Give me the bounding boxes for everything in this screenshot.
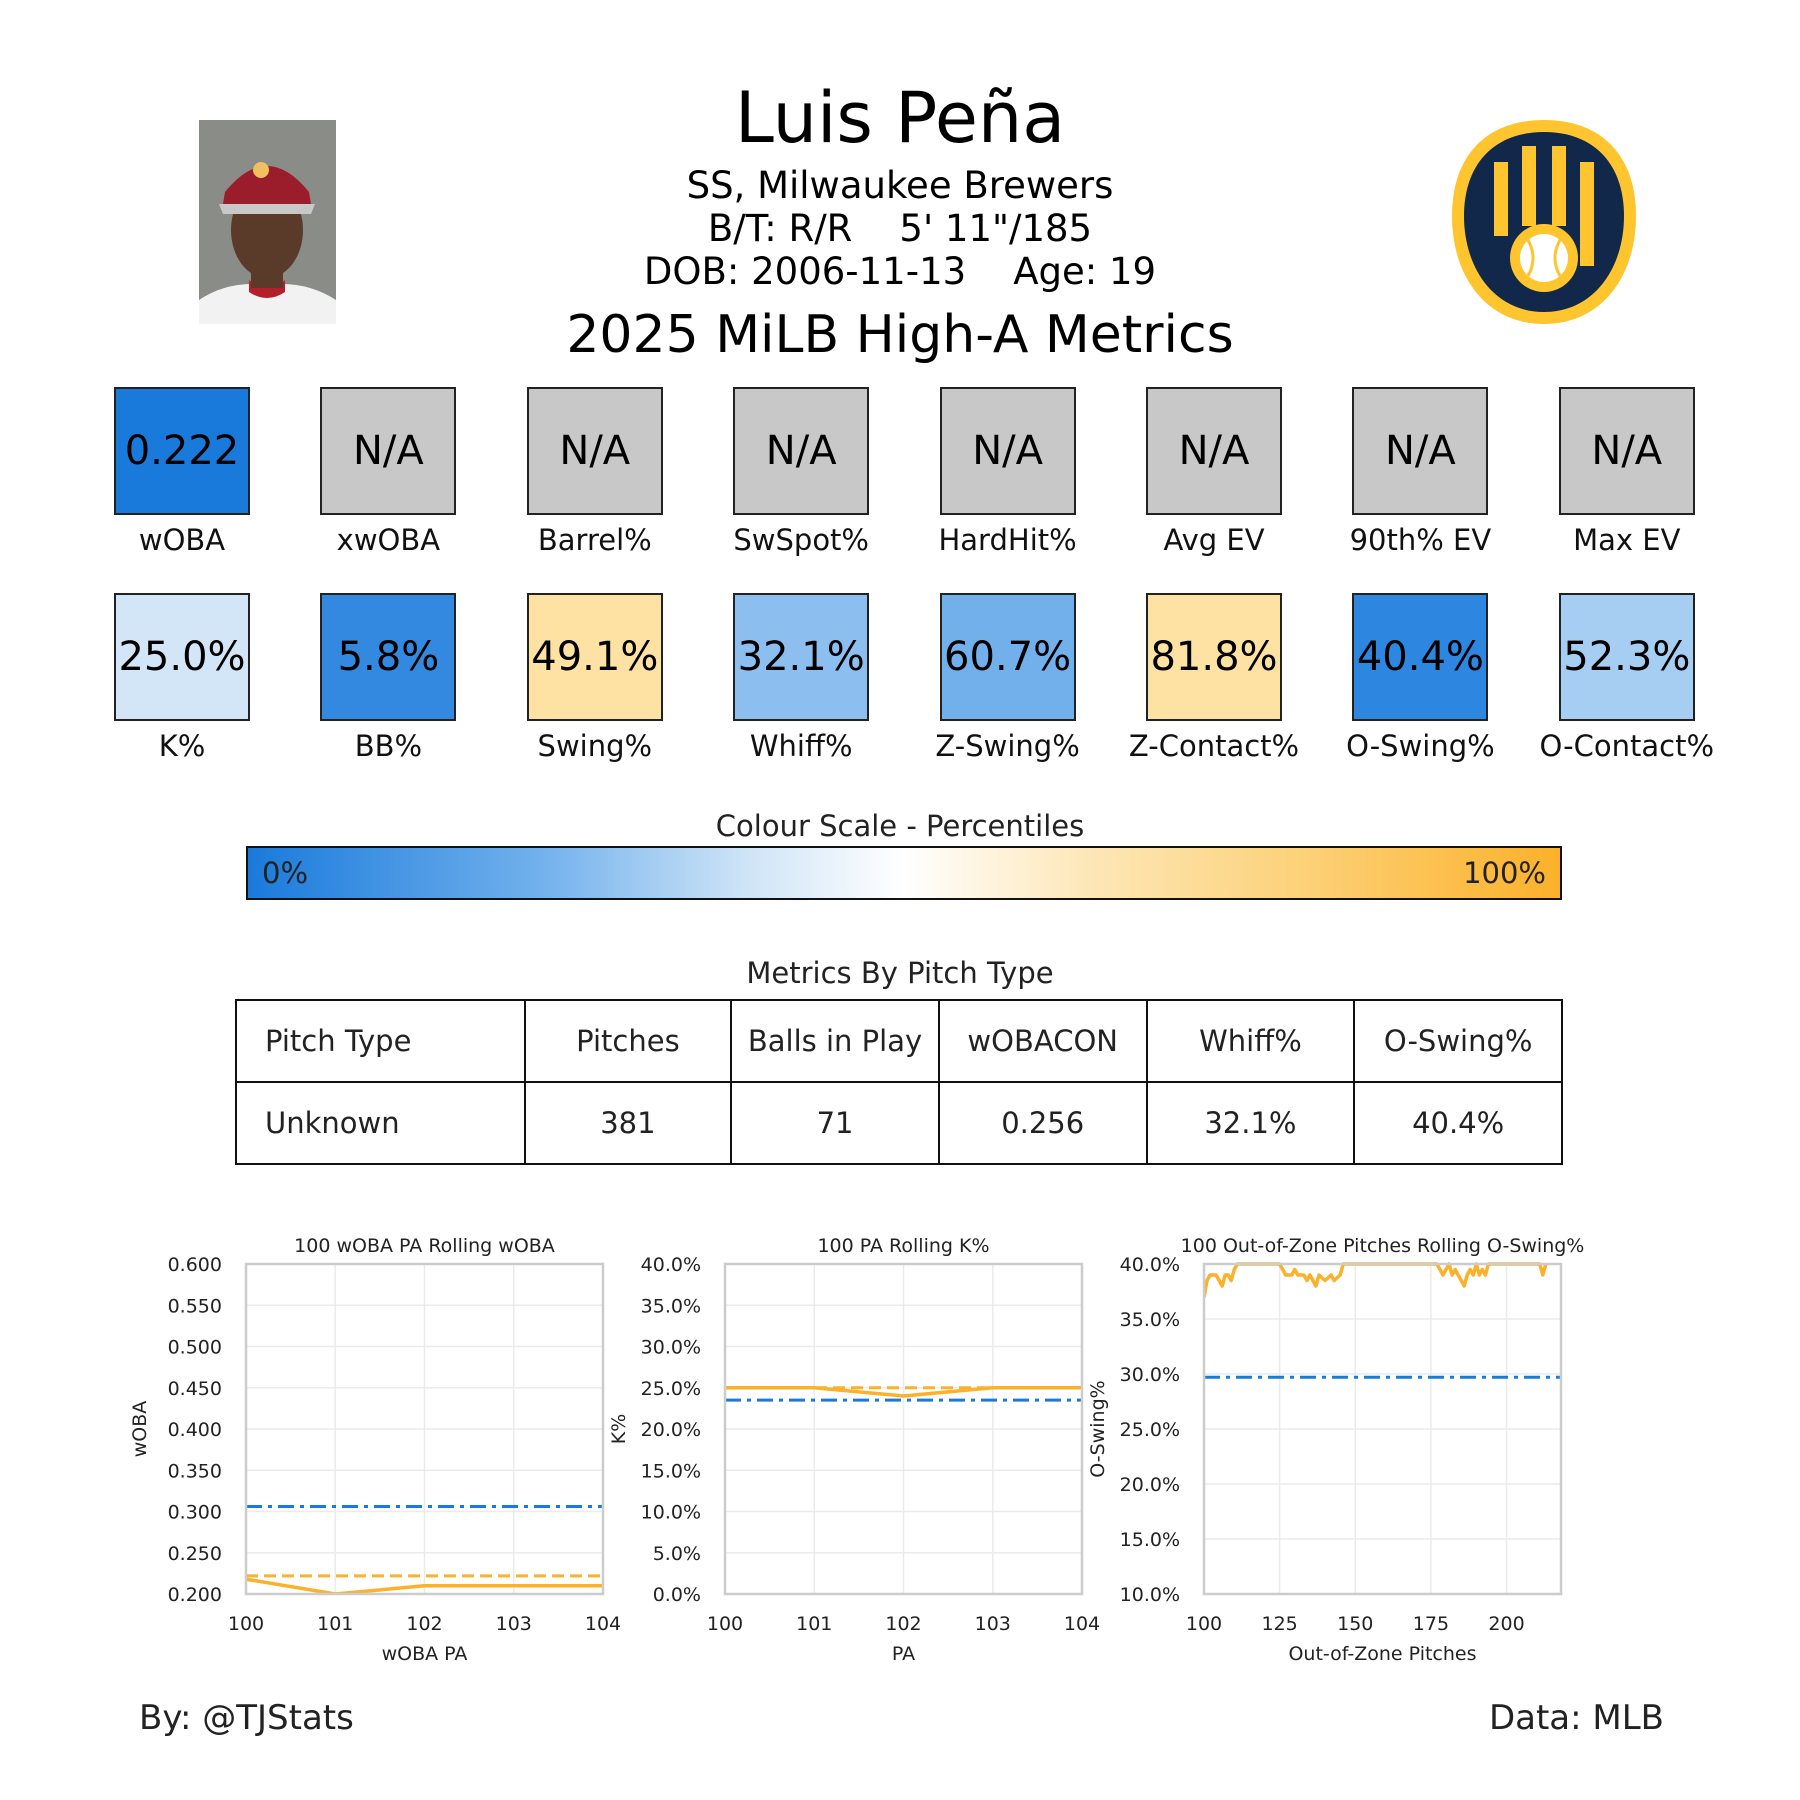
rolling-chart-2: [608, 1235, 1100, 1665]
metric-label: wOBA: [138, 523, 226, 557]
metric-value: N/A: [353, 428, 424, 474]
metric-value: 40.4%: [1356, 634, 1484, 680]
metric-value: 81.8%: [1150, 634, 1278, 680]
metric-value: 5.8%: [337, 634, 440, 680]
metric-value: 60.7%: [944, 634, 1072, 680]
y-tick-label: 0.0%: [652, 1584, 701, 1606]
x-tick-label: 100: [706, 1613, 744, 1635]
x-tick-label: 103: [495, 1613, 532, 1635]
footer-credit: By: @TJStats: [139, 1698, 354, 1738]
y-tick-label: 0.450: [167, 1377, 222, 1400]
y-tick-label: 30.0%: [1119, 1364, 1180, 1386]
metric-label: Barrel%: [537, 523, 652, 557]
metric-value: N/A: [559, 428, 631, 474]
y-tick-label: 15.0%: [1119, 1529, 1180, 1551]
y-tick-label: 35.0%: [640, 1295, 701, 1318]
metric-value: 25.0%: [118, 634, 246, 680]
y-tick-label: 20.0%: [640, 1419, 701, 1441]
metric-value: 52.3%: [1563, 634, 1691, 680]
x-tick-label: 102: [406, 1613, 443, 1635]
y-axis-label: O-Swing%: [1087, 1380, 1109, 1478]
x-tick-label: 102: [885, 1613, 922, 1635]
y-tick-label: 0.250: [167, 1542, 222, 1565]
player-name: Luis Peña: [734, 77, 1066, 159]
table-header-cell: Balls in Play: [731, 1000, 939, 1082]
metric-label: xwOBA: [336, 523, 441, 557]
x-tick-label: 101: [317, 1613, 354, 1635]
y-tick-label: 25.0%: [640, 1377, 701, 1400]
colour-scale-title: Colour Scale - Percentiles: [715, 809, 1085, 843]
y-tick-label: 0.400: [167, 1419, 222, 1441]
x-tick-label: 100: [1185, 1613, 1223, 1635]
metric-label: Avg EV: [1163, 523, 1265, 557]
metric-value: 0.222: [124, 428, 240, 474]
rolling-chart-1: [129, 1235, 621, 1665]
table-cell: Unknown: [236, 1082, 525, 1164]
metric-value: 32.1%: [737, 634, 865, 680]
chart-title: 100 wOBA PA Rolling wOBA: [294, 1235, 555, 1257]
table-cell: 0.256: [939, 1082, 1147, 1164]
y-tick-label: 40.0%: [1119, 1254, 1180, 1276]
metric-value: N/A: [972, 428, 1043, 474]
y-tick-label: 0.300: [167, 1501, 222, 1524]
y-axis-label: wOBA: [129, 1400, 151, 1458]
x-tick-label: 125: [1261, 1613, 1298, 1635]
x-axis-label: Out-of-Zone Pitches: [1288, 1643, 1477, 1665]
colour-scale-min-label: 0%: [262, 856, 309, 890]
y-tick-label: 0.500: [167, 1336, 222, 1359]
y-tick-label: 30.0%: [640, 1336, 701, 1359]
y-tick-label: 40.0%: [640, 1254, 701, 1276]
metric-label: Z-Contact%: [1128, 729, 1300, 763]
table-cell: 71: [731, 1082, 939, 1164]
x-tick-label: 104: [1063, 1613, 1101, 1635]
y-tick-label: 0.350: [167, 1460, 222, 1483]
metric-label: Z-Swing%: [935, 729, 1080, 763]
x-tick-label: 101: [796, 1613, 833, 1635]
table-cell: 32.1%: [1147, 1082, 1355, 1164]
pitch-table-title: Metrics By Pitch Type: [746, 956, 1054, 990]
y-tick-label: 35.0%: [1119, 1309, 1180, 1331]
x-tick-label: 200: [1488, 1613, 1525, 1635]
metric-label: SwSpot%: [733, 523, 869, 557]
metric-label: 90th% EV: [1349, 523, 1492, 557]
metric-value: N/A: [1385, 428, 1456, 474]
rolling-chart-3: [1087, 1235, 1584, 1665]
metric-label: Max EV: [1573, 523, 1681, 557]
y-tick-label: 10.0%: [1119, 1584, 1180, 1606]
y-tick-label: 20.0%: [1119, 1474, 1180, 1496]
rolling-series-line: [1204, 1264, 1546, 1297]
metric-label: K%: [158, 729, 206, 763]
y-tick-label: 5.0%: [652, 1542, 701, 1565]
metric-value: N/A: [1178, 428, 1250, 474]
metric-value: 49.1%: [531, 634, 659, 680]
metric-value: N/A: [765, 428, 837, 474]
metric-label: O-Swing%: [1346, 729, 1495, 763]
x-tick-label: 100: [227, 1613, 265, 1635]
table-header-cell: wOBACON: [939, 1000, 1147, 1082]
table-cell: 40.4%: [1354, 1082, 1562, 1164]
table-header-cell: O-Swing%: [1354, 1000, 1562, 1082]
metric-label: HardHit%: [938, 523, 1077, 557]
metric-label: Whiff%: [749, 729, 853, 763]
x-axis-label: wOBA PA: [381, 1643, 468, 1665]
metric-label: Swing%: [537, 729, 653, 763]
y-tick-label: 0.600: [167, 1254, 222, 1276]
x-tick-label: 103: [974, 1613, 1011, 1635]
table-header-cell: Whiff%: [1147, 1000, 1355, 1082]
x-tick-label: 150: [1337, 1613, 1374, 1635]
y-tick-label: 0.200: [167, 1584, 222, 1606]
x-tick-label: 104: [584, 1613, 622, 1635]
chart-title: 100 PA Rolling K%: [817, 1235, 990, 1257]
table-cell: 381: [525, 1082, 732, 1164]
metric-label: O-Contact%: [1539, 729, 1715, 763]
metric-label: BB%: [354, 729, 423, 763]
chart-title: 100 Out-of-Zone Pitches Rolling O-Swing%: [1180, 1235, 1585, 1257]
footer-data-source: Data: MLB: [1488, 1698, 1664, 1738]
table-header-cell: Pitch Type: [236, 1000, 525, 1082]
metrics-title: 2025 MiLB High-A Metrics: [566, 305, 1234, 365]
player-dob-age: DOB: 2006-11-13 Age: 19: [643, 250, 1157, 293]
y-tick-label: 15.0%: [640, 1460, 701, 1483]
colour-scale-max-label: 100%: [1463, 856, 1546, 890]
y-tick-label: 25.0%: [1119, 1419, 1180, 1441]
player-position-team: SS, Milwaukee Brewers: [686, 164, 1114, 207]
player-bats-throws-height-weight: B/T: R/R 5' 11"/185: [707, 207, 1093, 250]
y-tick-label: 0.550: [167, 1295, 222, 1318]
y-tick-label: 10.0%: [640, 1501, 701, 1524]
y-axis-label: K%: [608, 1413, 630, 1445]
x-axis-label: PA: [891, 1643, 916, 1665]
table-header-cell: Pitches: [525, 1000, 732, 1082]
x-tick-label: 175: [1412, 1613, 1450, 1635]
metric-value: N/A: [1591, 428, 1663, 474]
